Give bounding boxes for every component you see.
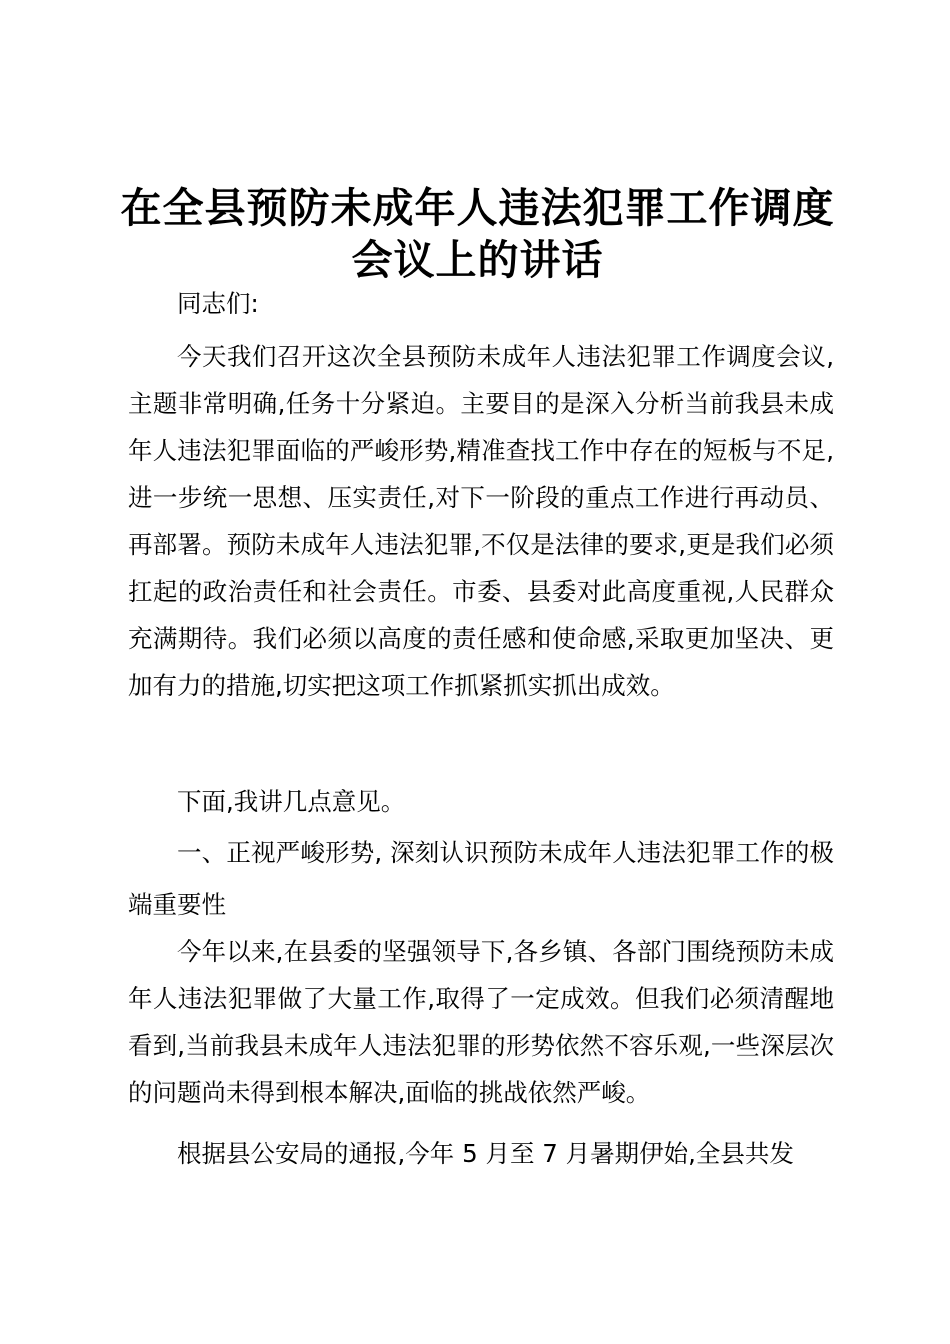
document-title-line1: 在全县预防未成年人违法犯罪工作调度 — [120, 184, 835, 232]
paragraph-statistics: 根据县公安局的通报,今年 5 月至 7 月暑期伊始,全县共发 — [177, 1139, 794, 1168]
salutation: 同志们: — [177, 289, 259, 318]
paragraph-transition: 下面,我讲几点意见。 — [177, 787, 406, 816]
document-title-line2: 会议上的讲话 — [351, 236, 604, 284]
paragraph-situation: 今年以来,在县委的坚强领导下,各乡镇、各部门围绕预防未成年人违法犯罪做了大量工作,取得了一定成效。但我们必须清醒地看到,当前我县未成年人违法犯罪的形势依然不容乐观,一些深层次的问题尚未得到根本解决,面临的挑战依然严峻。 — [128, 937, 834, 1107]
paragraph-intro: 今天我们召开这次全县预防未成年人违法犯罪工作调度会议,主题非常明确,任务十分紧迫。主要目的是深入分析当前我县未成年人违法犯罪面临的严峻形势,精准查找工作中存在的短板与不足,进一步统一思想、压实责任,对下一阶段的重点工作进行再动员、再部署。预防未成年人违法犯罪,不仅是法律的要求,更是我们必须扛起的政治责任和社会责任。市委、县委对此高度重视,人民群众充满期待。我们必须以高度的责任感和使命感,采取更加坚决、更加有力的措施,切实把这项工作抓紧抓实抓出成效。 — [128, 342, 834, 700]
section-heading-1: 一、正视严峻形势, 深刻认识预防未成年人违法犯罪工作的极端重要性 — [128, 838, 834, 919]
